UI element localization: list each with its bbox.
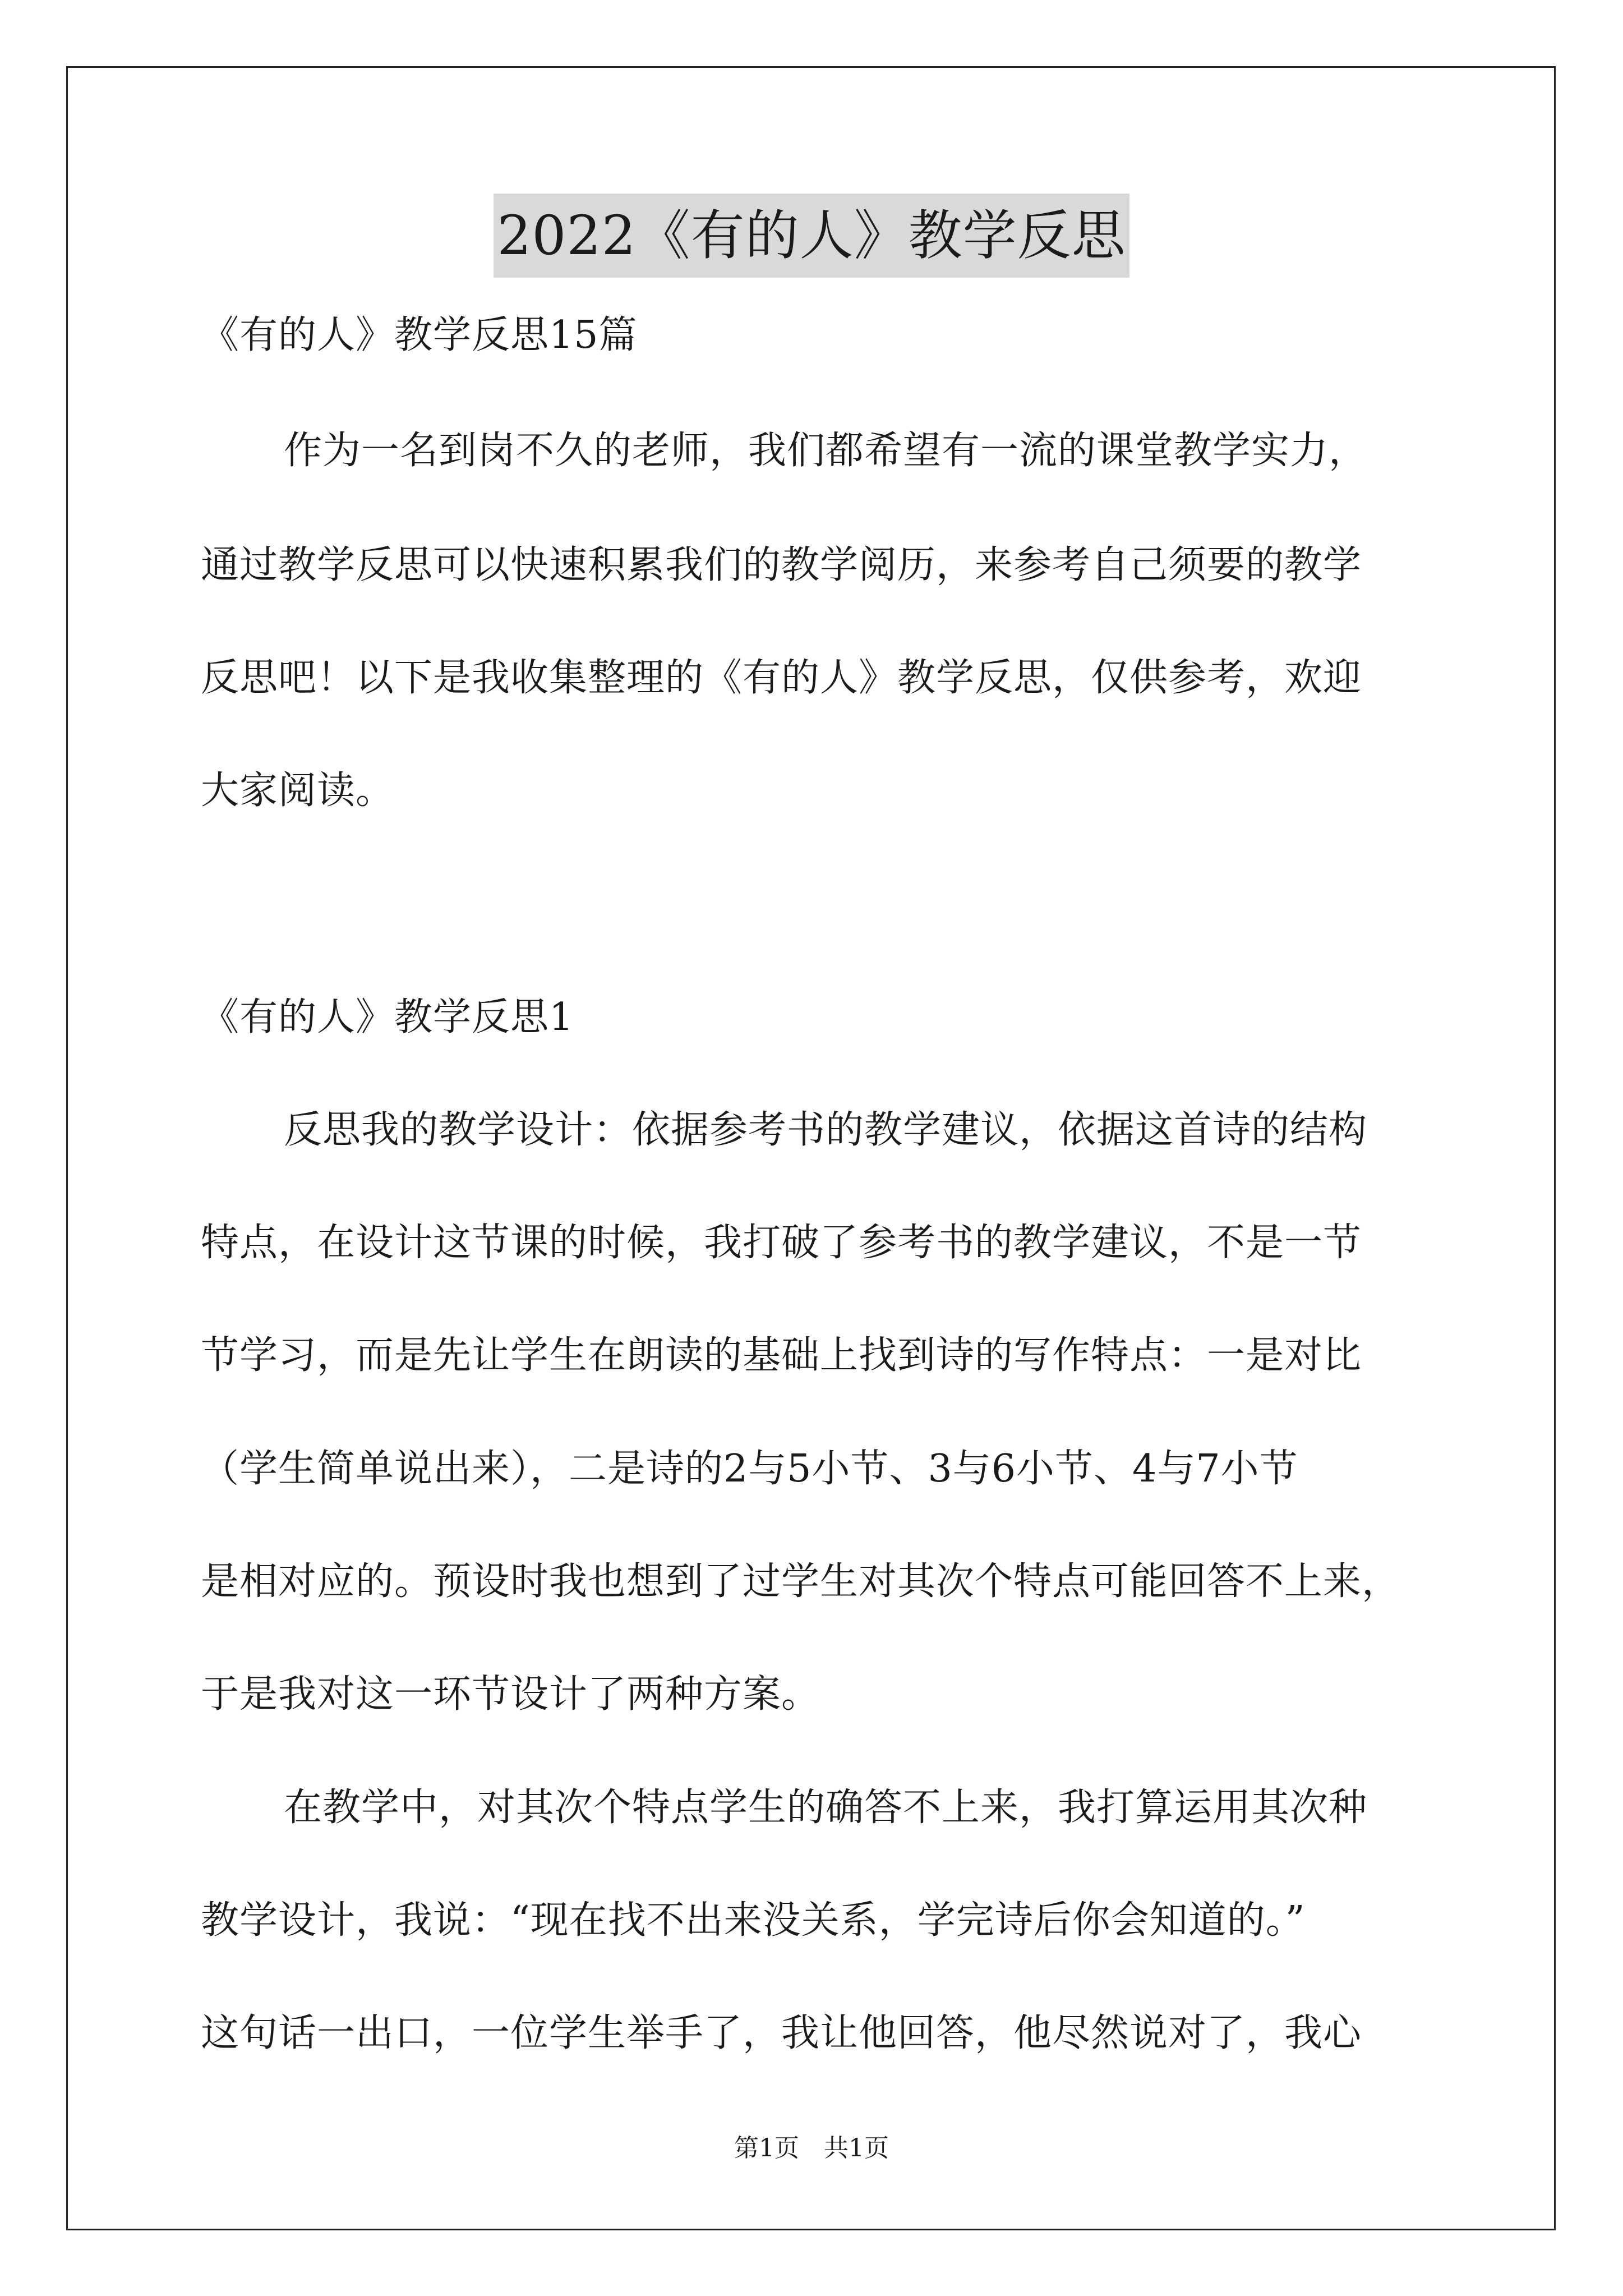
- paragraph-line: 是相对应的。预设时我也想到了过学生对其次个特点可能回答不上来，: [201, 1559, 1401, 1604]
- intro-line: 反思吧！以下是我收集整理的《有的人》教学反思，仅供参考，欢迎: [201, 656, 1362, 700]
- intro-line: 大家阅读。: [201, 769, 395, 813]
- intro-line: 通过教学反思可以快速积累我们的教学阅历，来参考自己须要的教学: [201, 543, 1362, 587]
- section-heading: 《有的人》教学反思1: [201, 995, 574, 1039]
- page-footer: 第1页 共1页: [734, 2134, 889, 2162]
- paragraph-line: 于是我对这一环节设计了两种方案。: [201, 1672, 820, 1717]
- paragraph-line: 节学习，而是先让学生在朗读的基础上找到诗的写作特点：一是对比: [201, 1333, 1362, 1378]
- intro-line: 作为一名到岗不久的老师，我们都希望有一流的课堂教学实力，: [284, 429, 1368, 473]
- paragraph-line: 教学设计，我说：“现在找不出来没关系，学完诗后你会知道的。”: [201, 1898, 1306, 1943]
- paragraph-line: （学生简单说出来），二是诗的2与5小节、3与6小节、4与7小节: [201, 1447, 1298, 1491]
- paragraph-line: 在教学中，对其次个特点学生的确答不上来，我打算运用其次种: [284, 1786, 1368, 1830]
- document-title: 2022《有的人》教学反思: [494, 194, 1129, 278]
- subtitle: 《有的人》教学反思15篇: [201, 313, 638, 357]
- paragraph-line: 这句话一出口，一位学生举手了，我让他回答，他尽然说对了，我心: [201, 2011, 1362, 2055]
- paragraph-line: 反思我的教学设计：依据参考书的教学建议，依据这首诗的结构: [284, 1108, 1368, 1152]
- title-container: [0, 194, 1623, 278]
- paragraph-line: 特点，在设计这节课的时候，我打破了参考书的教学建议，不是一节: [201, 1221, 1362, 1265]
